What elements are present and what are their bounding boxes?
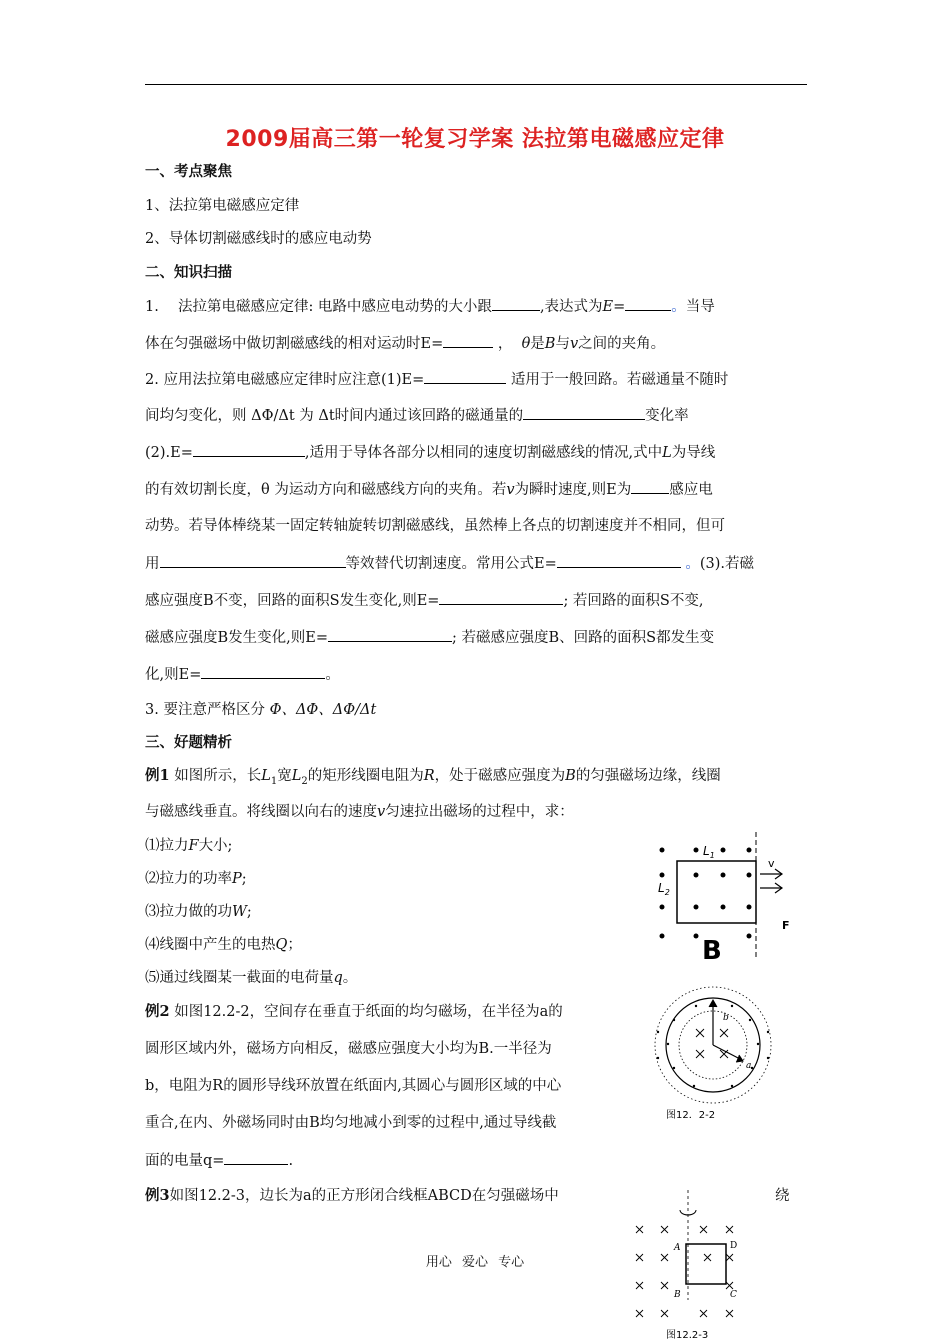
answer-blank[interactable] [224,1150,288,1165]
example-1-question-2: ⑵拉力的功率P; [145,871,247,887]
label-F: F [782,919,790,932]
inner-field-crosses [696,1029,728,1058]
answer-blank[interactable] [443,333,493,348]
example-2-line-3: b，电阻为R的圆形导线环放置在纸面内,其圆心与圆形区域的中心 [145,1078,562,1094]
answer-blank[interactable] [492,296,540,311]
example-1-question-1: ⑴拉力F大小; [145,838,233,854]
label-B: B [674,1290,681,1300]
answer-blank[interactable] [193,442,305,457]
example-3-line-1: 例3如图12.2-3，边长为a的正方形闭合线框ABCD在匀强磁场中 [145,1187,559,1204]
example-2-line-4: 重合,在内、外磁场同时由B均匀地减小到零的过程中,通过导线截 [145,1115,557,1131]
knowledge-line-9: 感应强度B不变，回路的面积S发生变化,则E= ; 若回路的面积S不变, [145,590,703,611]
answer-blank[interactable] [328,627,452,642]
section-3-heading: 三、好题精析 [145,735,232,751]
knowledge-line-5: (2).E= ,适用于导体各部分以相同的速度切割磁感线的情况,式中L为导线 [145,442,715,463]
section-1-heading: 一、考点聚焦 [145,164,232,180]
label-A: A [674,1243,681,1253]
answer-blank[interactable] [625,296,671,311]
example-2-figure [650,992,780,1122]
figure-3-caption: 图12.2-3 [666,1330,709,1341]
knowledge-line-3: 2. 应用法拉第电磁感应定律时应注意(1)E= 适用于一般回路。若磁通量不随时 [145,369,728,390]
knowledge-line-8: 用 等效替代切割速度。常用公式E= 。(3).若磁 [145,553,754,574]
knowledge-line-4: 间均匀变化，则 ΔΦ/Δt 为 Δt时间内通过该回路的磁通量的 变化率 [145,405,689,426]
section-2-heading: 二、知识扫描 [145,265,232,281]
label-b: b [723,1013,729,1023]
knowledge-line-10: 磁感应强度B发生变化,则E= ; 若磁感应强度B、回路的面积S都发生变 [145,627,714,648]
section-1-item-1: 1、法拉第电磁感应定律 [145,198,300,214]
answer-blank[interactable] [523,405,645,420]
header-rule [145,84,807,85]
knowledge-line-1: 1. 法拉第电磁感应定律: 电路中感应电动势的大小跟 ,表达式为E= 。当导 [145,296,715,317]
label-v: v [768,857,775,870]
field-crosses [636,1226,733,1317]
page-title: 2009届高三第一轮复习学案 法拉第电磁感应定律 [225,127,725,152]
knowledge-line-12: 3. 要注意严格区分 Φ、ΔΦ、ΔΦ/Δt [145,702,377,718]
example-3-line-1-end: 绕 [775,1188,790,1204]
knowledge-line-2: 体在匀强磁场中做切割磁感线的相对运动时E= ， θ是B与v之间的夹角。 [145,333,665,354]
knowledge-line-11: 化,则E= 。 [145,664,340,685]
label-a: a [746,1061,752,1071]
example-1-line-2: 与磁感线垂直。将线圈以向右的速度v匀速拉出磁场的过程中，求： [145,804,574,820]
example-1-figure [650,832,800,966]
page-footer: 用心 爱心 专心 [425,1255,525,1270]
label-B: B [702,936,722,966]
knowledge-line-6: 的有效切割长度，θ 为运动方向和磁感线方向的夹角。若v为瞬时速度,则E为 感应电 [145,479,713,500]
example-1-question-4: ⑷线圈中产生的电热Q； [145,937,302,953]
knowledge-line-7: 动势。若导体棒绕某一固定转轴旋转切割磁感线，虽然棒上各点的切割速度并不相同，但可 [145,518,725,534]
figure-2-caption: 图12．2-2 [666,1110,716,1121]
answer-blank[interactable] [557,553,681,568]
answer-blank[interactable] [160,553,346,568]
section-1-item-2: 2、导体切割磁感线时的感应电动势 [145,231,372,247]
example-1-question-5: ⑸通过线圈某一截面的电荷量q。 [145,970,358,986]
answer-blank[interactable] [201,664,325,679]
answer-blank[interactable] [631,479,669,494]
example-2-line-2: 圆形区域内外，磁场方向相反，磁感应强度大小均为B.一半径为 [145,1041,552,1057]
answer-blank[interactable] [439,590,563,605]
label-C: C [730,1290,737,1300]
label-L1: $L_1$ [703,844,715,860]
example-1-line-1: 例1 如图所示，长$L_1$宽$L_2$的矩形线圈电阻为R，处于磁感应强度为B的匀强磁场边缘，线圈 [145,767,721,787]
example-2-line-5: 面的电量q= . [145,1150,293,1171]
example-2-line-1: 例2 如图12.2-2，空间存在垂直于纸面的均匀磁场，在半径为a的 [145,1003,563,1020]
example-1-question-3: ⑶拉力做的功W; [145,904,252,920]
label-D: D [730,1241,738,1251]
label-L2: $L_2$ [658,881,670,897]
answer-blank[interactable] [424,369,506,384]
coil-rectangle [677,861,756,923]
